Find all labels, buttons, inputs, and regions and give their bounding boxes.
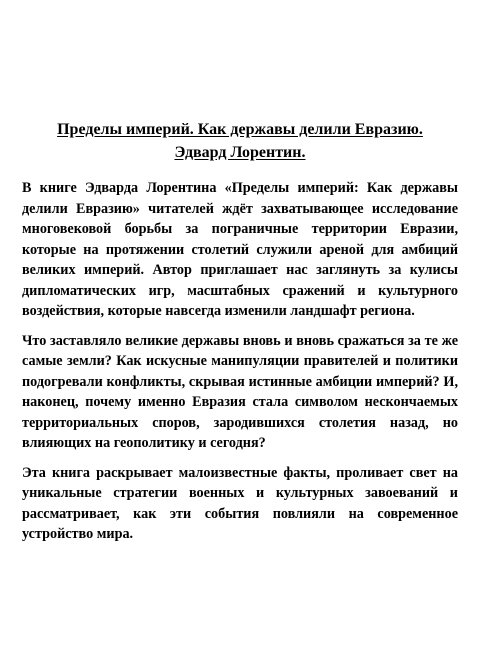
document-page: [22, 118, 458, 545]
document-title: [22, 118, 458, 164]
paragraph-questions: Что заставляло великие державы вновь и вновь сражаться за те же самые земли? Как искусные манипуляции правителей и политики подогревали конфликты, скрывая истинные амбиции империй? И, наконец, почему именно Евразия стала символом нескончаемых территориальных споров, зародившихся столетия назад, но влияющих на геополитику и сегодня?: [22, 332, 458, 451]
title-line-1: Пределы империй. Как державы делили Евразию.: [57, 121, 423, 138]
paragraph-summary: Эта книга раскрывает малоизвестные факты, проливает свет на уникальные стратегии военных и культурных завоеваний и рассматривает, как эти события повлияли на современное устройство мира.: [22, 464, 458, 542]
title-line-2: Эдвард Лорентин.: [174, 144, 306, 161]
paragraph-intro: В книге Эдварда Лорентина «Пределы империй: Как державы делили Евразию» читателей ждёт захватывающее исследование многовековой борьбы за пограничные территории Евразии, которые на протяжении столетий служили ареной для амбиций великих империй. Автор приглашает нас заглянуть за кулисы дипломатических игр, масштабных сражений и культурного воздействия, которые навсегда изменили ландшафт региона.: [22, 180, 458, 319]
